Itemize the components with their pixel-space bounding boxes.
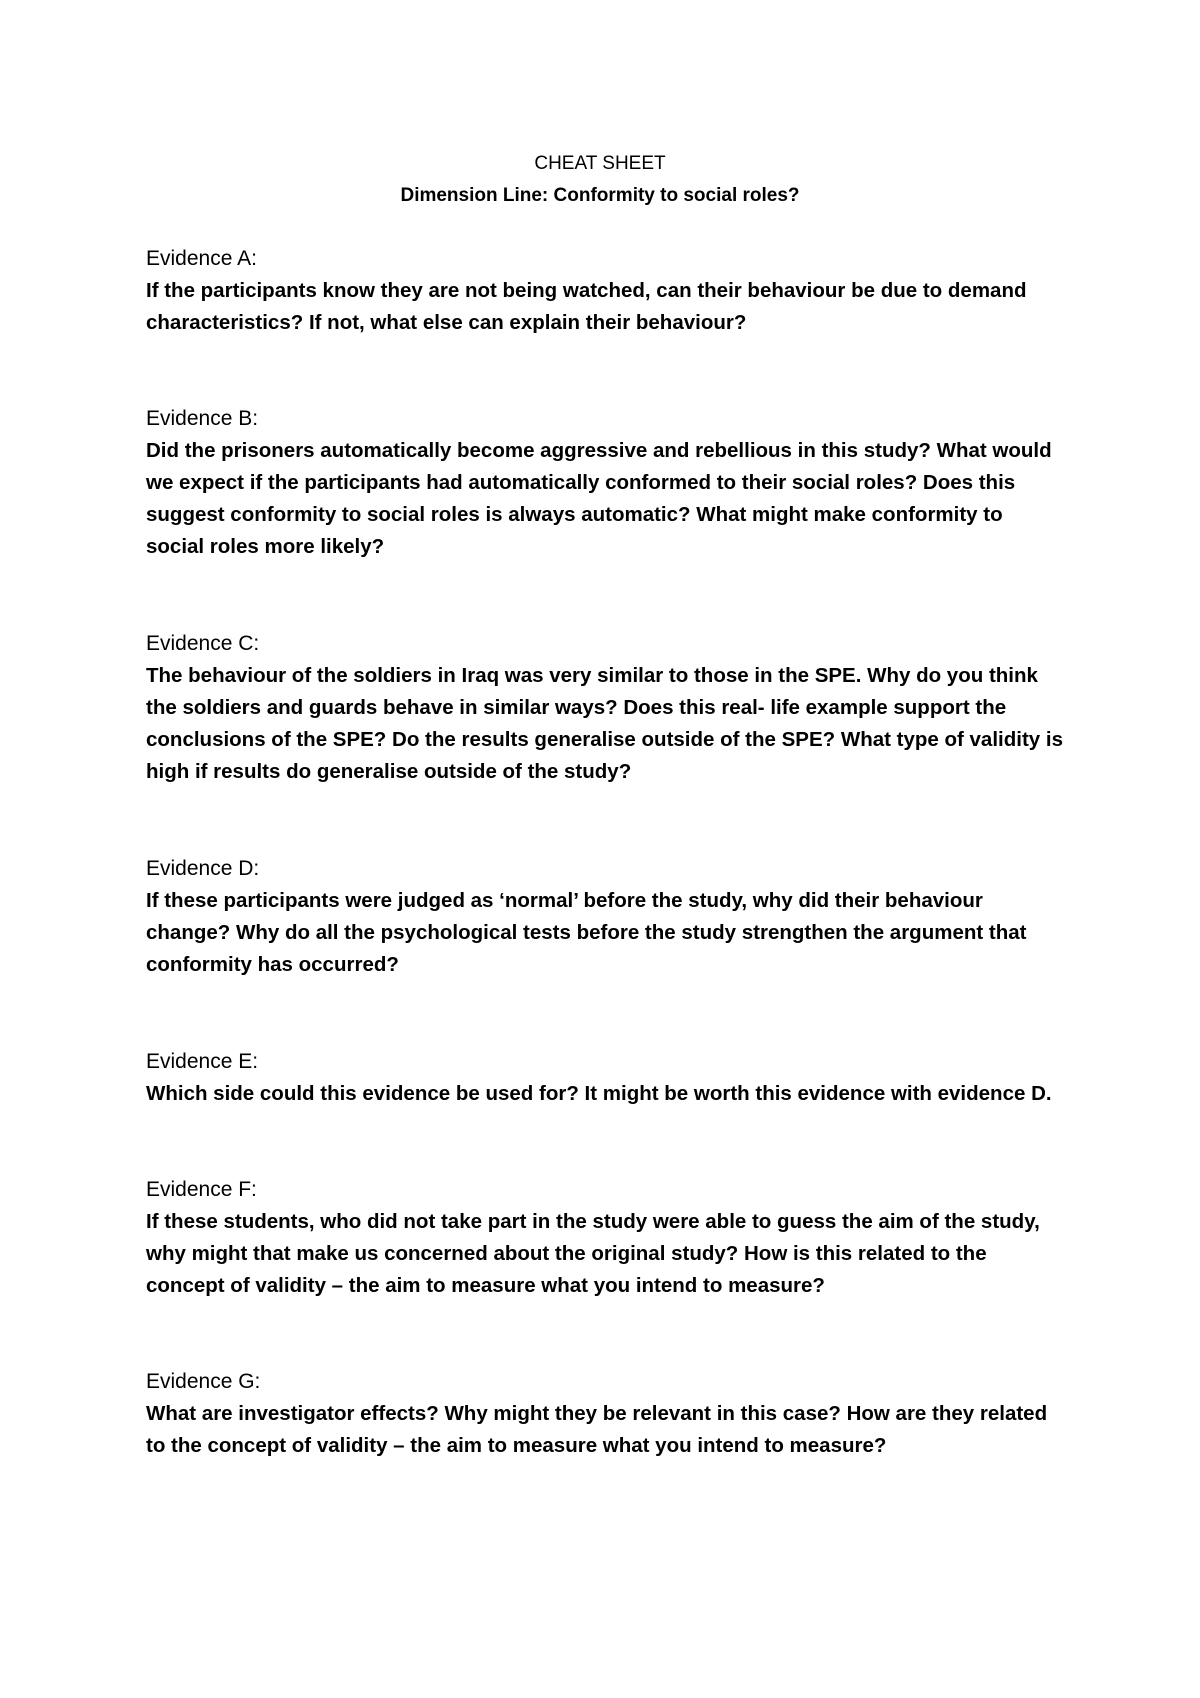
evidence-section-b <box>146 403 1066 563</box>
evidence-section-d <box>146 853 1066 981</box>
evidence-label: Evidence C: <box>146 632 260 655</box>
evidence-label: Evidence E: <box>146 1050 259 1073</box>
evidence-label: Evidence G: <box>146 1370 261 1393</box>
evidence-section-e <box>146 1046 1066 1110</box>
evidence-label: Evidence F: <box>146 1178 257 1201</box>
evidence-section-f <box>146 1174 1066 1302</box>
evidence-text: What are investigator effects? Why might they be relevant in this case? How are they related to the concept of validity – the aim to measure what you intend to measure? <box>146 1402 1048 1457</box>
evidence-label: Evidence A: <box>146 247 257 270</box>
document-header <box>0 148 1200 212</box>
evidence-text: The behaviour of the soldiers in Iraq was very similar to those in the SPE. Why do you think the soldiers and guards behave in similar ways? Does this real- life example support the conclusions of the SPE? Do the results generalise outside of the SPE? What type of validity is high if results do generalise outside of the study? <box>146 664 1063 783</box>
evidence-text: Did the prisoners automatically become aggressive and rebellious in this study? What would we expect if the participants had automatically conformed to their social roles? Does this suggest conformity to social roles is always automatic? What might make conformity to social roles more likely? <box>146 439 1052 558</box>
evidence-section-a <box>146 243 1066 339</box>
evidence-text: If these students, who did not take part in the study were able to guess the aim of the study, why might that make us concerned about the original study? How is this related to the concept of validity – the aim to measure what you intend to measure? <box>146 1210 1040 1297</box>
evidence-text: Which side could this evidence be used for? It might be worth this evidence with evidence D. <box>146 1082 1052 1105</box>
evidence-text: If these participants were judged as ‘normal’ before the study, why did their behaviour change? Why do all the psychological tests before the study strengthen the argument that conformity has occurred? <box>146 889 1027 976</box>
page-title: CHEAT SHEET <box>534 153 666 174</box>
evidence-text: If the participants know they are not being watched, can their behaviour be due to demand characteristics? If not, what else can explain their behaviour? <box>146 279 1027 334</box>
page-subtitle: Dimension Line: Conformity to social roles? <box>400 185 800 206</box>
evidence-label: Evidence D: <box>146 857 260 880</box>
evidence-section-c <box>146 628 1066 788</box>
evidence-label: Evidence B: <box>146 407 259 430</box>
evidence-section-g <box>146 1366 1066 1462</box>
